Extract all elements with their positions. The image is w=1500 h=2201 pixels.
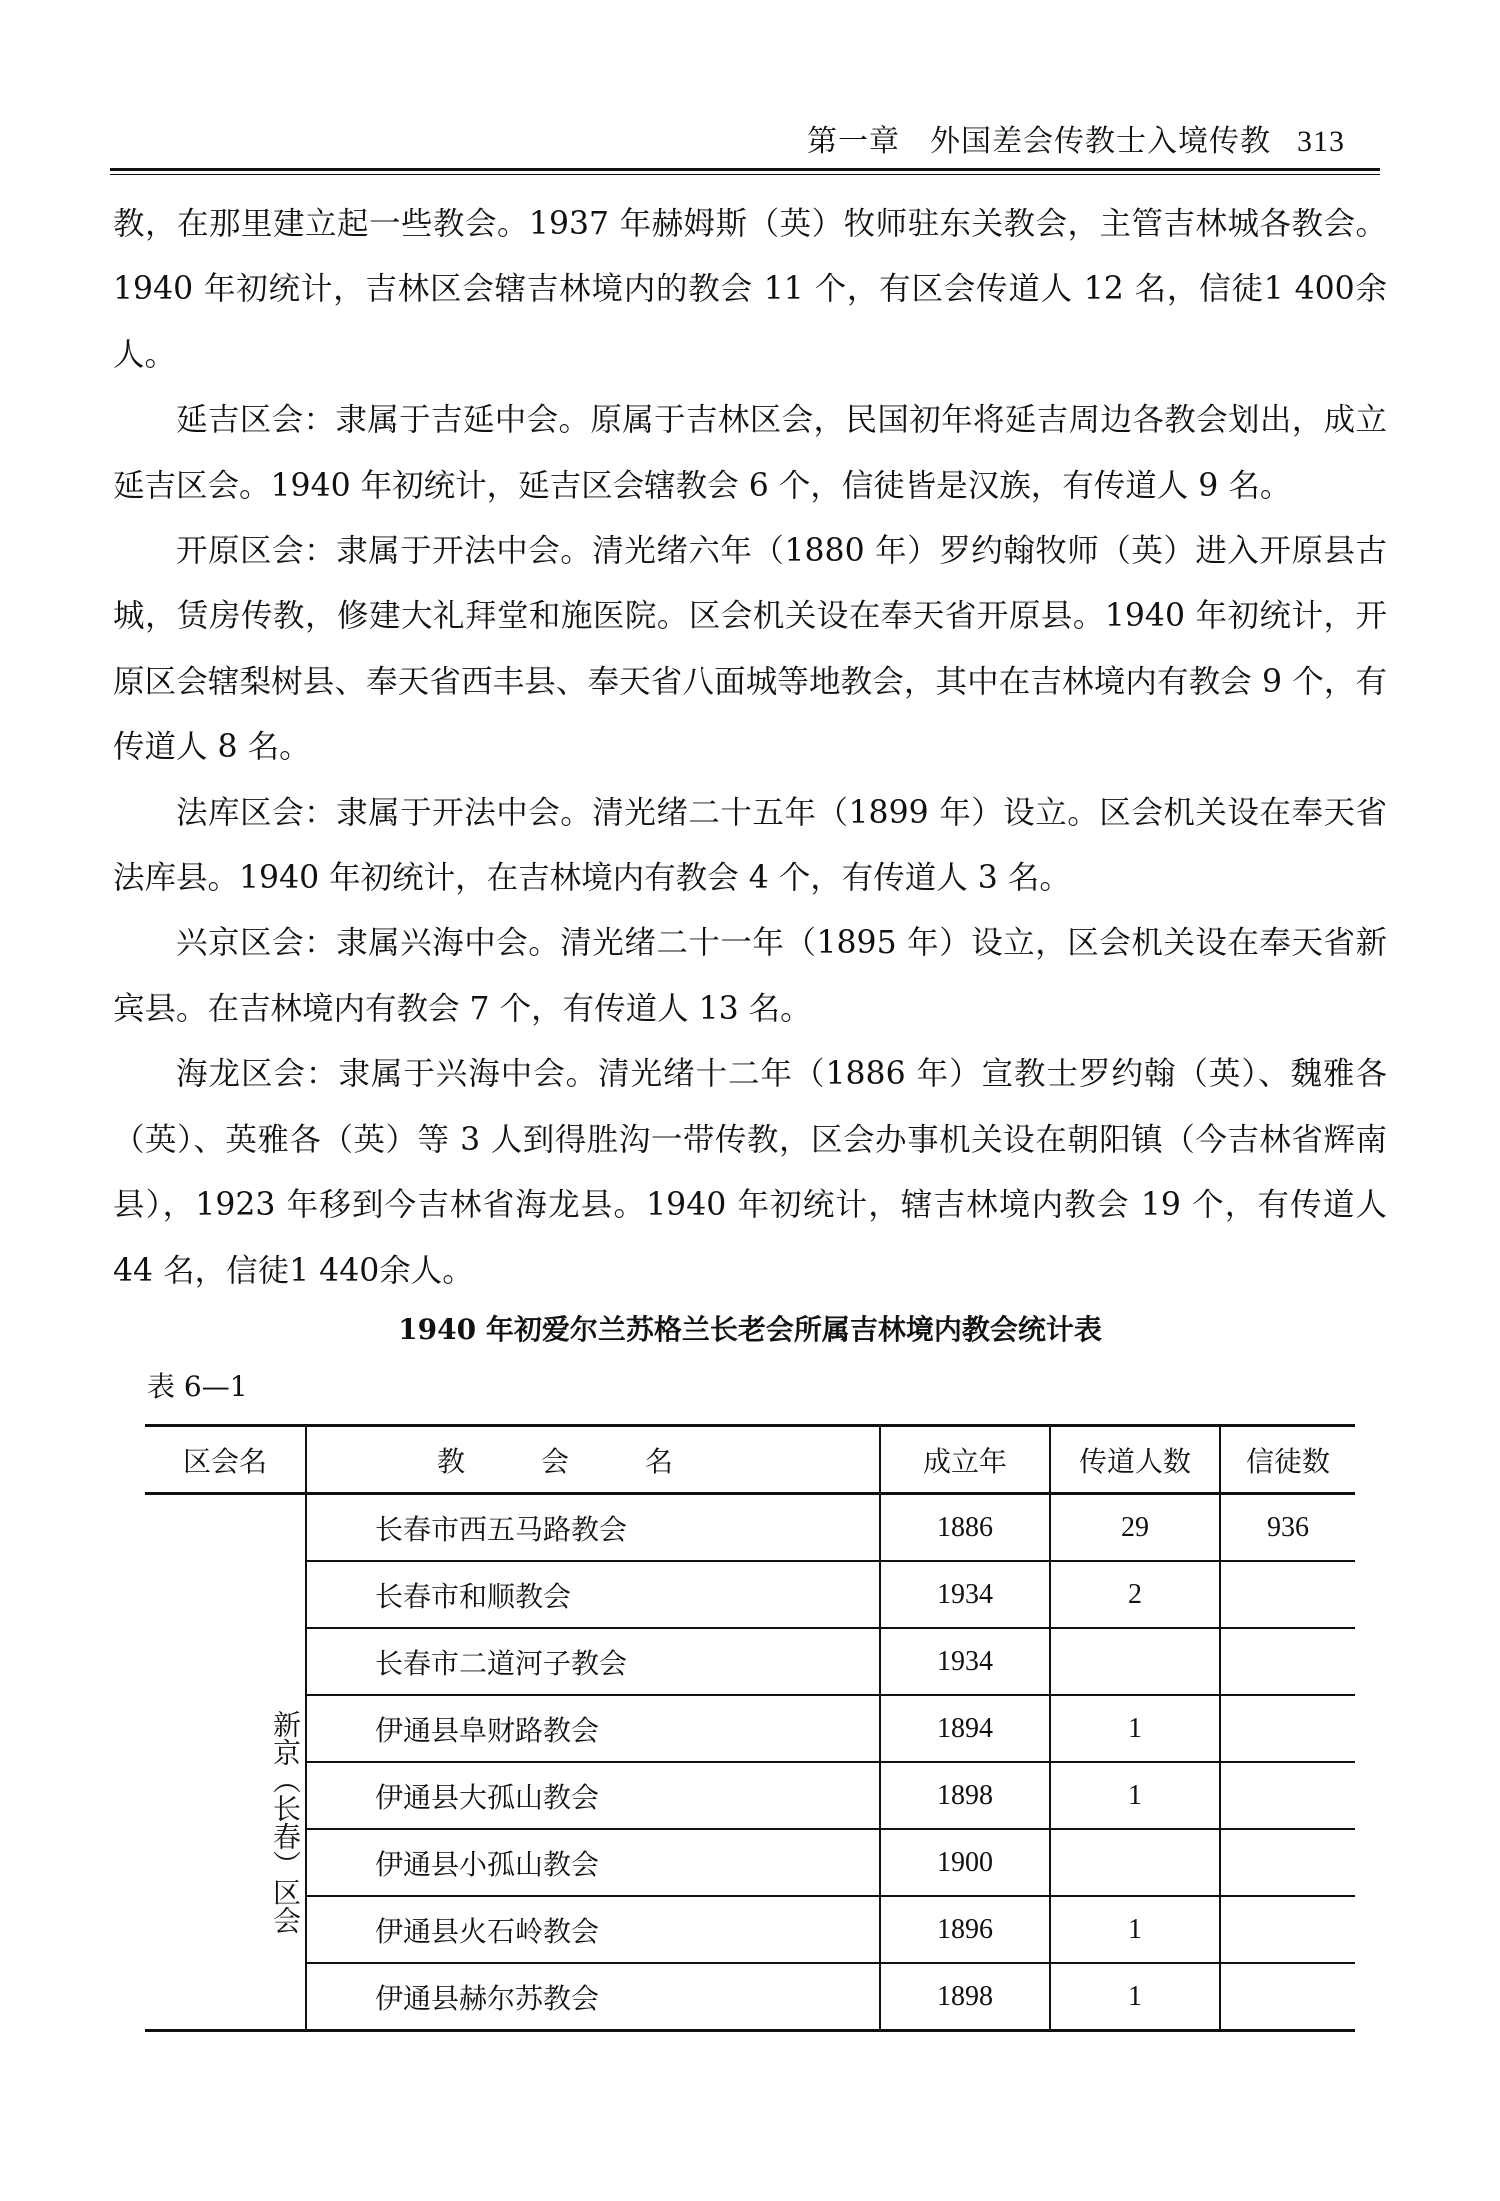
preachers-cell — [1050, 1829, 1220, 1896]
table-title: 1940 年初爱尔兰苏格兰长老会所属吉林境内教会统计表 — [398, 1313, 1102, 1346]
preachers-cell: 1 — [1050, 1963, 1220, 2031]
church-name-cell: 伊通县大孤山教会 — [306, 1762, 880, 1829]
column-header-church: 教会名 — [306, 1426, 880, 1494]
preachers-cell: 29 — [1050, 1494, 1220, 1562]
column-header-preachers: 传道人数 — [1050, 1426, 1220, 1494]
paragraph: 兴京区会：隶属兴海中会。清光绪二十一年（1895 年）设立，区会机关设在奉天省新宾县。在吉林境内有教会 7 个，有传道人 13 名。 — [113, 925, 1387, 1027]
table-row — [145, 1829, 1355, 1896]
page-number: 313 — [1297, 125, 1345, 158]
paragraph: 教，在那里建立起一些教会。1937 年赫姆斯（英）牧师驻东关教会，主管吉林城各教会。1940 年初统计，吉林区会辖吉林境内的教会 11 个，有区会传道人 12 名，信徒1 400余人。 — [113, 206, 1387, 373]
year-cell: 1898 — [880, 1762, 1050, 1829]
year-cell: 1898 — [880, 1963, 1050, 2031]
church-name-cell: 伊通县火石岭教会 — [306, 1896, 880, 1963]
year-cell: 1894 — [880, 1695, 1050, 1762]
table-row — [145, 1762, 1355, 1829]
year-cell: 1934 — [880, 1628, 1050, 1695]
believers-cell — [1220, 1561, 1355, 1628]
table-row — [145, 1896, 1355, 1963]
table-row — [145, 1561, 1355, 1628]
year-cell: 1900 — [880, 1829, 1050, 1896]
chapter-title: 外国差会传教士入境传教 — [930, 124, 1271, 159]
chapter-label: 第一章 — [807, 124, 900, 159]
believers-cell — [1220, 1628, 1355, 1695]
preachers-cell: 1 — [1050, 1695, 1220, 1762]
column-header-district: 区会名 — [182, 1444, 267, 1478]
body-text — [113, 192, 1387, 1304]
church-name-cell: 伊通县赫尔苏教会 — [306, 1963, 880, 2031]
preachers-cell — [1050, 1628, 1220, 1695]
header-text — [807, 116, 1345, 160]
table-row — [145, 1494, 1355, 1562]
year-cell: 1896 — [880, 1896, 1050, 1963]
table-row — [145, 1963, 1355, 2031]
table-body — [145, 1494, 1355, 2031]
column-header-year: 成立年 — [880, 1426, 1050, 1494]
table-row — [145, 1628, 1355, 1695]
paragraph: 海龙区会：隶属于兴海中会。清光绪十二年（1886 年）宣教士罗约翰（英）、魏雅各（英）、英雅各（英）等 3 人到得胜沟一带传教，区会办事机关设在朝阳镇（今吉林省辉南县），1923 年移到今吉林省海龙县。1940 年初统计，辖吉林境内教会 19 个，有传道人 44 名，信徒1 440余人。 — [113, 1056, 1387, 1289]
believers-cell: 936 — [1220, 1494, 1355, 1562]
church-name-cell: 伊通县小孤山教会 — [306, 1829, 880, 1896]
district-cell: 新京（长春）区会 — [145, 1494, 306, 2031]
church-name-cell: 伊通县阜财路教会 — [306, 1695, 880, 1762]
year-cell: 1886 — [880, 1494, 1050, 1562]
church-statistics-table — [145, 1424, 1355, 2032]
preachers-cell: 1 — [1050, 1896, 1220, 1963]
running-header — [110, 112, 1380, 162]
column-header-believers: 信徒数 — [1220, 1426, 1355, 1494]
church-name-cell: 长春市和顺教会 — [306, 1561, 880, 1628]
believers-cell — [1220, 1896, 1355, 1963]
preachers-cell: 2 — [1050, 1561, 1220, 1628]
header-rule-thin — [110, 174, 1380, 175]
church-name-cell: 长春市二道河子教会 — [306, 1628, 880, 1695]
paragraph: 法库区会：隶属于开法中会。清光绪二十五年（1899 年）设立。区会机关设在奉天省法库县。1940 年初统计，在吉林境内有教会 4 个，有传道人 3 名。 — [113, 794, 1387, 897]
paragraph: 开原区会：隶属于开法中会。清光绪六年（1880 年）罗约翰牧师（英）进入开原县古城，赁房传教，修建大礼拜堂和施医院。区会机关设在奉天省开原县。1940 年初统计，开原区会辖梨树县、奉天省西丰县、奉天省八面城等地教会，其中在吉林境内有教会 9 个，有传道人 8 名。 — [113, 533, 1387, 766]
believers-cell — [1220, 1762, 1355, 1829]
paragraph: 延吉区会：隶属于吉延中会。原属于吉林区会，民国初年将延吉周边各教会划出，成立延吉区会。1940 年初统计，延吉区会辖教会 6 个，信徒皆是汉族，有传道人 9 名。 — [113, 402, 1387, 504]
believers-cell — [1220, 1695, 1355, 1762]
church-name-cell: 长春市西五马路教会 — [306, 1494, 880, 1562]
believers-cell — [1220, 1963, 1355, 2031]
table-row — [145, 1695, 1355, 1762]
table-label: 表 6—1 — [147, 1370, 248, 1403]
table-header-row — [145, 1426, 1355, 1494]
believers-cell — [1220, 1829, 1355, 1896]
preachers-cell: 1 — [1050, 1762, 1220, 1829]
year-cell: 1934 — [880, 1561, 1050, 1628]
header-rule-thick — [110, 168, 1380, 171]
